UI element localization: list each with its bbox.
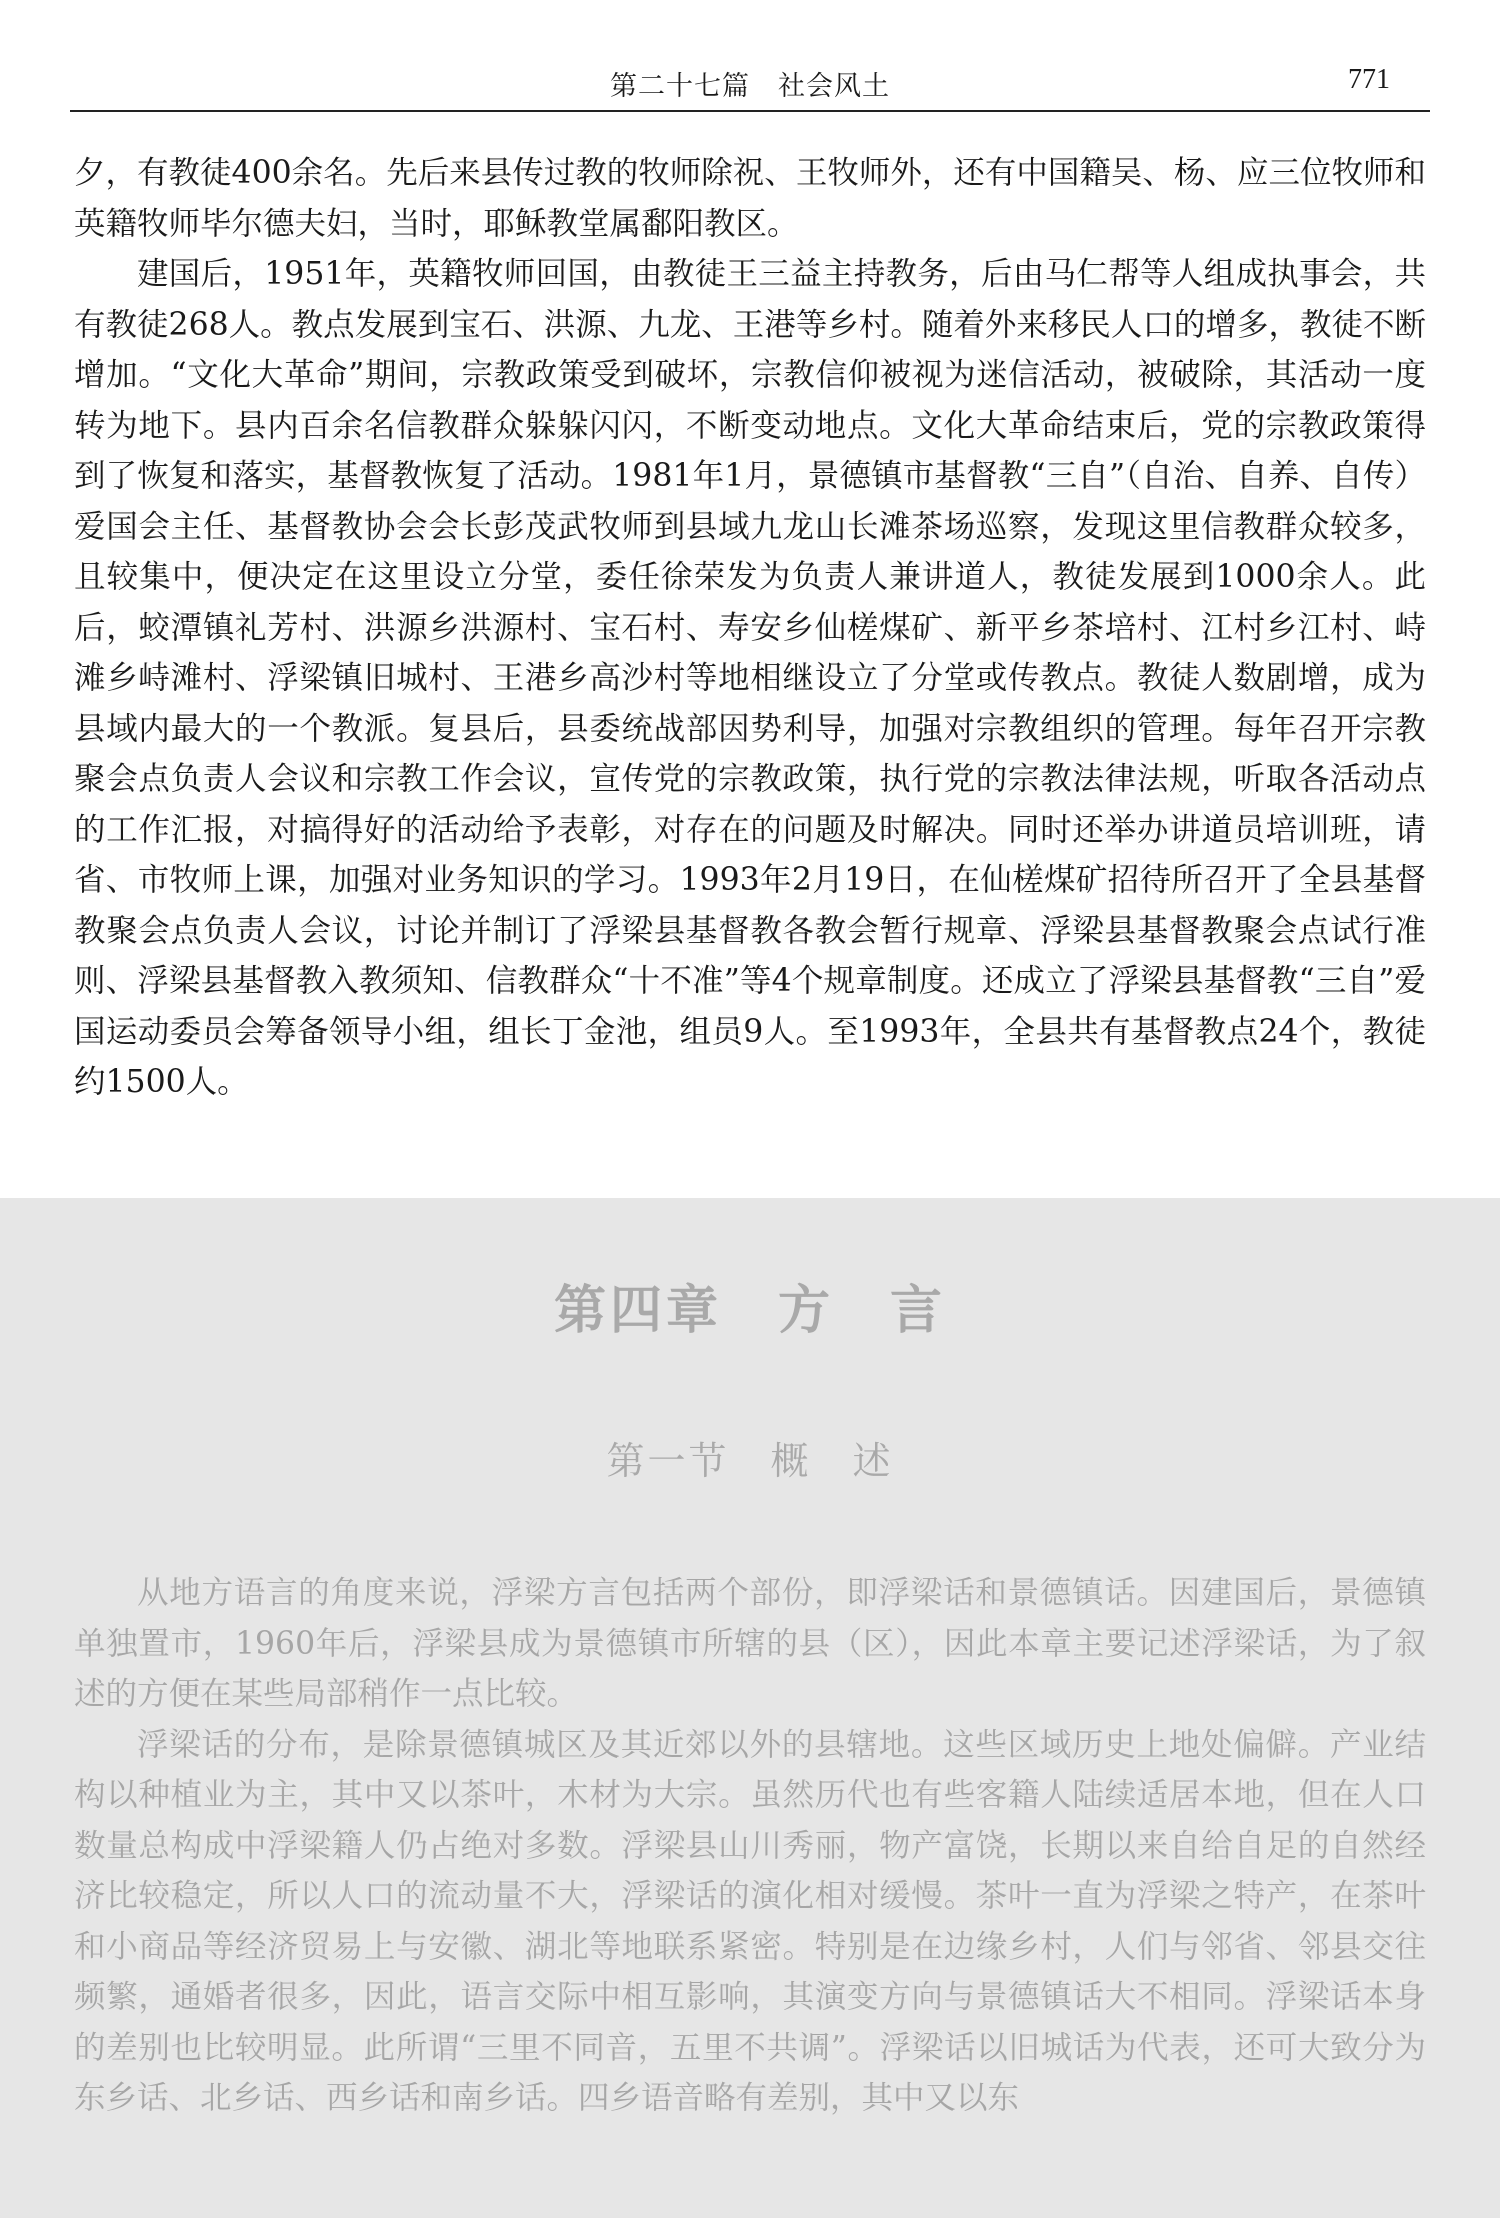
body-text-bottom	[74, 1568, 1426, 2124]
running-header-title: 第二十七篇 社会风土	[610, 71, 890, 102]
section-title: 第一节 概 述	[606, 1439, 894, 1483]
page-number: 771	[1348, 64, 1390, 95]
paragraph: 浮梁话的分布，是除景德镇城区及其近郊以外的县辖地。这些区域历史上地处偏僻。产业结构以种植业为主，其中又以茶叶，木材为大宗。虽然历代也有些客籍人陆续适居本地，但在人口数量总构成中浮梁籍人仍占绝对多数。浮梁县山川秀丽，物产富饶，长期以来自给自足的自然经济比较稳定，所以人口的流动量不大，浮梁话的演化相对缓慢。茶叶一直为浮梁之特产，在茶叶和小商品等经济贸易上与安徽、湖北等地联系紧密。特别是在边缘乡村，人们与邻省、邻县交往频繁，通婚者很多，因此，语言交际中相互影响，其演变方向与景德镇话大不相同。浮梁话本身的差别也比较明显。此所谓“三里不同音，五里不共调”。浮梁话以旧城话为代表，还可大致分为东乡话、北乡话、西乡话和南乡话。四乡语音略有差别，其中又以东	[74, 1726, 1426, 2116]
chapter-title: 第四章 方 言	[553, 1280, 946, 1341]
body-text-top	[74, 148, 1426, 1108]
paragraph: 从地方语言的角度来说，浮梁方言包括两个部份，即浮梁话和景德镇话。因建国后，景德镇单独置市，1960年后，浮梁县成为景德镇市所辖的县（区），因此本章主要记述浮梁话，为了叙述的方便在某些局部稍作一点比较。	[74, 1575, 1426, 1712]
running-header	[70, 58, 1430, 112]
paragraph: 建国后，1951年，英籍牧师回国，由教徒王三益主持教务，后由马仁帮等人组成执事会，共有教徒268人。教点发展到宝石、洪源、九龙、王港等乡村。随着外来移民人口的增多，教徒不断增加。“文化大革命”期间，宗教政策受到破坏，宗教信仰被视为迷信活动，被破除，其活动一度转为地下。县内百余名信教群众躲躲闪闪，不断变动地点。文化大革命结束后，党的宗教政策得到了恢复和落实，基督教恢复了活动。1981年1月，景德镇市基督教“三自”（自治、自养、自传）爱国会主任、基督教协会会长彭茂武牧师到县域九龙山长滩茶场巡察，发现这里信教群众较多，且较集中，便决定在这里设立分堂，委任徐荣发为负责人兼讲道人，教徒发展到1000余人。此后，蛟潭镇礼芳村、洪源乡洪源村、宝石村、寿安乡仙槎煤矿、新平乡茶培村、江村乡江村、峙滩乡峙滩村、浮梁镇旧城村、王港乡高沙村等地相继设立了分堂或传教点。教徒人数剧增，成为县域内最大的一个教派。复县后，县委统战部因势利导，加强对宗教组织的管理。每年召开宗教聚会点负责人会议和宗教工作会议，宣传党的宗教政策，执行党的宗教法律法规，听取各活动点的工作汇报，对搞得好的活动给予表彰，对存在的问题及时解决。同时还举办讲道员培训班，请省、市牧师上课，加强对业务知识的学习。1993年2月19日，在仙槎煤矿招待所召开了全县基督教聚会点负责人会议，讨论并制订了浮梁县基督教各教会暂行规章、浮梁县基督教聚会点试行准则、浮梁县基督教入教须知、信教群众“十不准”等4个规章制度。还成立了浮梁县基督教“三自”爱国运动委员会筹备领导小组，组长丁金池，组员9人。至1993年，全县共有基督教点24个，教徒约1500人。	[74, 256, 1426, 1100]
paragraph: 夕，有教徒400余名。先后来县传过教的牧师除祝、王牧师外，还有中国籍吴、杨、应三位牧师和英籍牧师毕尔德夫妇，当时，耶稣教堂属鄱阳教区。	[74, 155, 1426, 242]
